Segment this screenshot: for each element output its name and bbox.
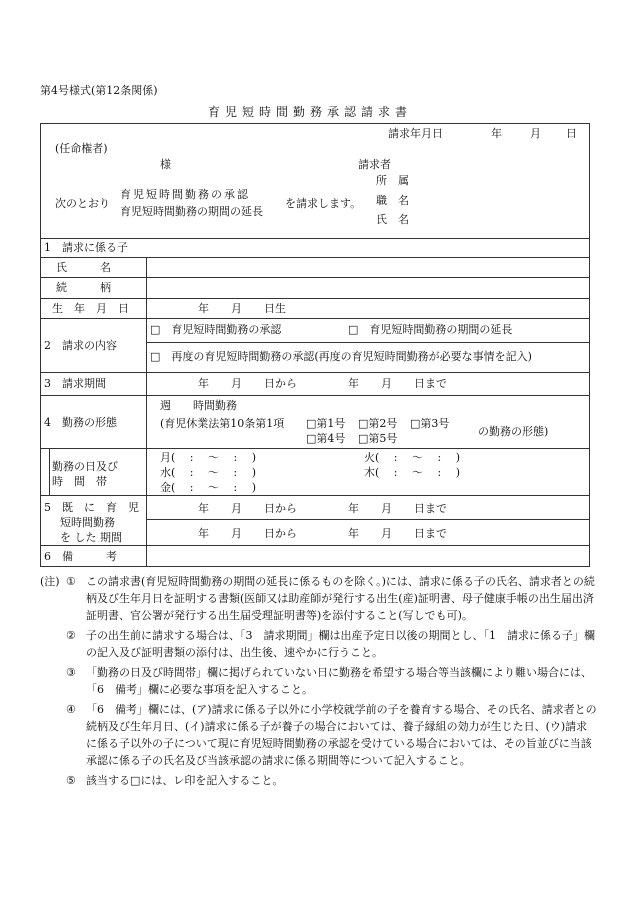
section-3-label: 3 請求期間 [44, 377, 106, 390]
honorific-sama: 様 [160, 158, 171, 171]
item-2-checkbox: □第2号 [358, 417, 398, 430]
note-text: 子の出生前に請求する場合は、「3 請求期間」欄は出産予定日以後の期間とし、「1 請求に係る子」欄の記入及び証明書類の添付は、出生後、速やかに行うこと。 [86, 629, 595, 659]
content-option-extension: □ 育児短時間勤務の期間の延長 [348, 323, 513, 336]
child-birth-value: 年 月 日生 [198, 302, 286, 315]
note-text: 該当する□には、レ印を記入すること。 [86, 774, 284, 787]
request-option-approval: 育児短時間勤務の承認 [120, 188, 250, 201]
request-date-day: 日 [566, 127, 577, 140]
content-option-reapproval: □ 再度の育児短時間勤務の承認(再度の育児短時間勤務が必要な事情を記入) [150, 350, 532, 363]
note-item [40, 573, 598, 624]
item-1-checkbox: □第1号 [306, 417, 346, 430]
form-number: 第4号様式(第12条関係) [40, 84, 158, 97]
section-1-label: 1 請求に係る子 [44, 241, 128, 254]
wednesday-hours: 水( : 〜 : ) [160, 466, 256, 479]
content-option-approval: □ 育児短時間勤務の承認 [150, 323, 282, 336]
notes-prefix: (注) [40, 575, 60, 588]
section-6-label: 6 備 考 [44, 550, 117, 563]
appointer-label: (任命権者) [55, 142, 108, 155]
request-date-year: 年 [491, 127, 502, 140]
request-option-extension: 育児短時間勤務の期間の延長 [120, 205, 263, 218]
section-5-label-2: 短時間勤務 [60, 516, 115, 529]
work-hours-label: 時 間 帯 [52, 475, 107, 488]
request-date-label: 請求年月日 [388, 127, 443, 140]
note-item [40, 627, 598, 661]
prior-period-2-to: 年 月 日まで [348, 527, 447, 540]
period-to: 年 月 日まで [348, 377, 447, 390]
affiliation-label: 所 属 [376, 174, 409, 187]
prior-period-1-from: 年 月 日から [198, 502, 297, 515]
section-4-label: 4 勤務の形態 [44, 416, 117, 429]
page-title: 育児短時間勤務承認請求書 [208, 105, 413, 119]
friday-hours: 金( : 〜 : ) [160, 481, 256, 494]
as-follows-label: 次のとおり [55, 197, 110, 210]
prior-period-1-to: 年 月 日まで [348, 502, 447, 515]
child-birth-label: 生 年 月 日 [52, 302, 129, 315]
note-mark: ⑤ [66, 774, 76, 787]
monday-hours: 月( : 〜 : ) [160, 451, 256, 464]
note-text: この請求書(育児短時間勤務の期間の延長に係るものを除く。)には、請求に係る子の氏名、請求者との続柄及び生年月日を証明する書類(医師又は助産師が発行する出生(産)証明書、母子健康手帳の出生届出済証明書、官公署が発行する出生届受理証明書等)を添付すること(写しでも可)。 [86, 575, 595, 622]
section-2-label: 2 請求の内容 [44, 339, 117, 352]
thursday-hours: 木( : 〜 : ) [364, 466, 460, 479]
notes [40, 573, 598, 792]
note-text: 「勤務の日及び時間帯」欄に掲げられていない日に勤務を希望する場合等当該欄により難い場合には、「6 備考」欄に必要な事項を記入すること。 [86, 666, 592, 696]
section-5-label-3: を した 期間 [60, 531, 122, 544]
request-suffix: を請求します。 [285, 197, 362, 210]
name-label: 氏 名 [376, 213, 409, 226]
requester-label: 請求者 [358, 158, 391, 171]
period-from: 年 月 日から [198, 377, 297, 390]
note-item [40, 772, 598, 789]
work-form-suffix: の勤務の形態) [478, 425, 549, 438]
note-item [40, 701, 598, 769]
child-relation-label: 続 柄 [56, 281, 111, 294]
request-date-month: 月 [530, 127, 541, 140]
note-mark: ① [66, 575, 76, 588]
note-mark: ② [66, 629, 76, 642]
note-mark: ③ [66, 666, 76, 679]
prior-period-2-from: 年 月 日から [198, 527, 297, 540]
note-mark: ④ [66, 703, 76, 716]
item-5-checkbox: □第5号 [358, 432, 398, 445]
work-days-label: 勤務の日及び [52, 460, 118, 473]
note-text: 「6 備考」欄には、(ア)請求に係る子以外に小学校就学前の子を養育する場合、その氏名、請求者との続柄及び生年月日、(イ)請求に係る子が養子の場合においては、養子縁組の効力が生じた日、(ウ)請求に係る子以外の子について現に育児短時間勤務の承認を受けている場合においては、その旨並びに当該承認に係る子の氏名及び当該承認の請求に係る期間等について記入すること。 [86, 703, 597, 767]
item-4-checkbox: □第4号 [306, 432, 346, 445]
law-reference: (育児休業法第10条第1項 [160, 417, 285, 430]
position-label: 職 名 [376, 194, 409, 207]
tuesday-hours: 火( : 〜 : ) [364, 451, 460, 464]
item-3-checkbox: □第3号 [410, 417, 450, 430]
child-name-label: 氏 名 [56, 261, 111, 274]
note-item [40, 664, 598, 698]
weekly-hours: 週 時間勤務 [160, 399, 237, 412]
section-5-label: 5 既 に 育 児 [44, 501, 139, 514]
